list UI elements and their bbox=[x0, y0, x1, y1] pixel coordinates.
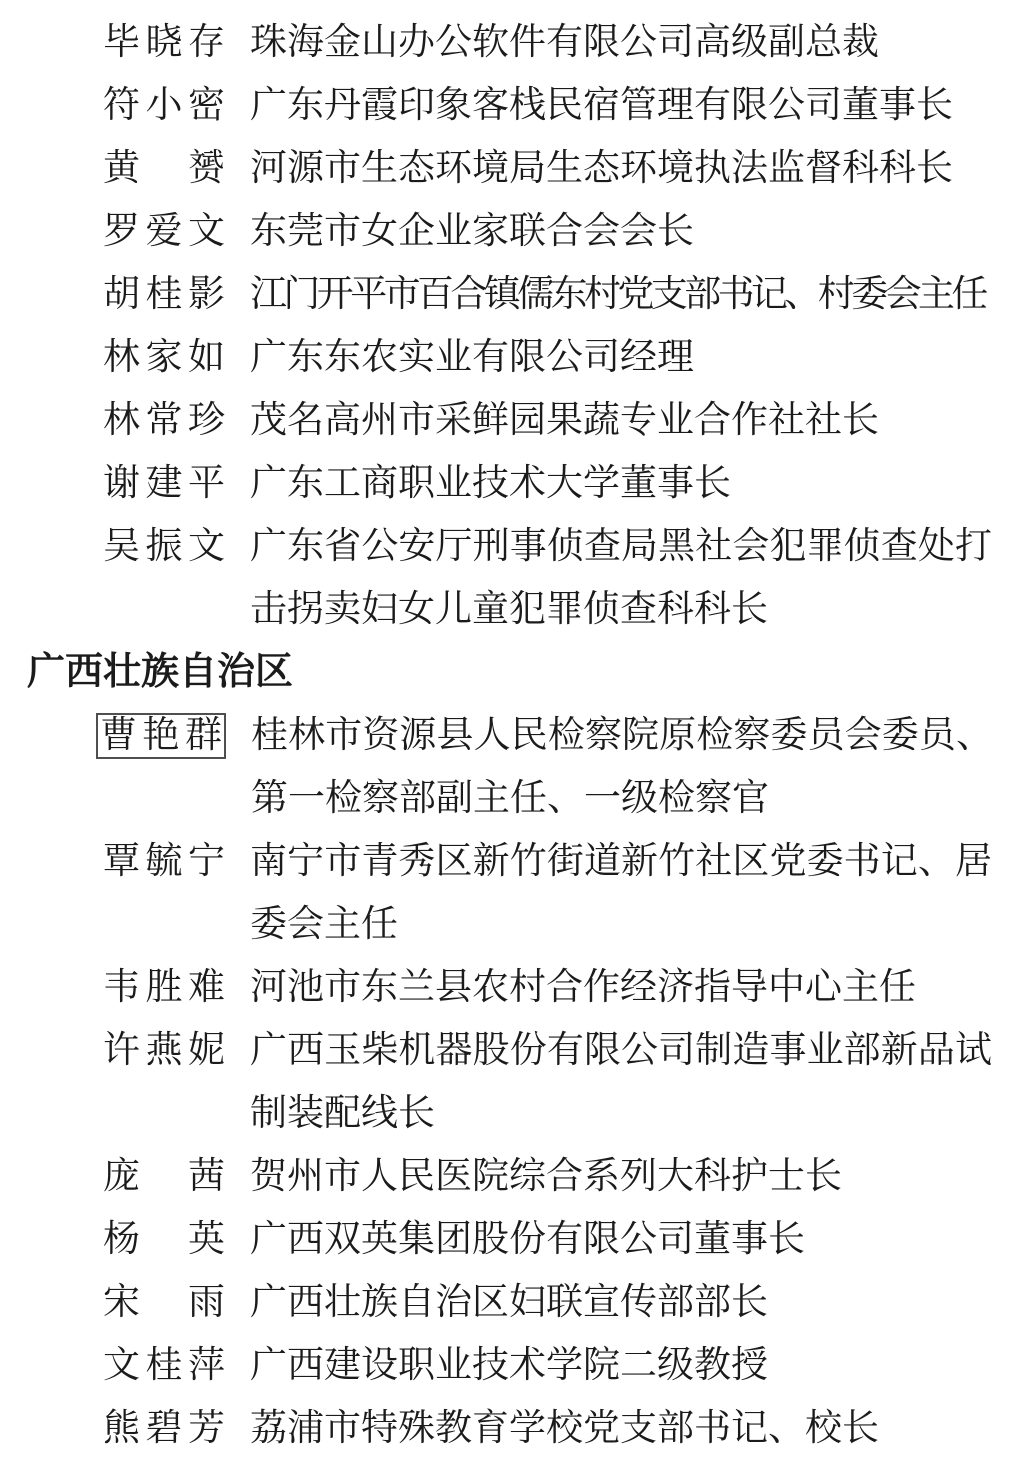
laureate-name: 熊碧芳 bbox=[103, 1408, 225, 1449]
laureate-title: 江门开平市百合镇儒东村党支部书记、村委会主任 bbox=[250, 274, 985, 315]
laureate-title: 广东东农实业有限公司经理 bbox=[250, 337, 694, 378]
laureate-name: 覃毓宁 bbox=[103, 841, 225, 882]
laureate-row bbox=[0, 389, 1025, 452]
laureate-title: 东莞市女企业家联合会会长 bbox=[250, 211, 694, 252]
laureate-row bbox=[0, 1271, 1025, 1334]
section-guangxi bbox=[0, 641, 1025, 1460]
laureate-title: 广东丹霞印象客栈民宿管理有限公司董事长 bbox=[250, 85, 953, 126]
laureate-row bbox=[0, 200, 1025, 263]
laureate-row bbox=[0, 1208, 1025, 1271]
laureate-title: 珠海金山办公软件有限公司高级副总裁 bbox=[250, 22, 879, 63]
laureate-name: 胡桂影 bbox=[103, 274, 225, 315]
laureate-title: 茂名高州市采鲜园果蔬专业合作社社长 bbox=[250, 400, 879, 441]
laureate-name: 文桂萍 bbox=[103, 1345, 225, 1386]
laureate-row bbox=[0, 263, 1025, 326]
laureate-name: 林常珍 bbox=[103, 400, 225, 441]
laureate-row bbox=[0, 956, 1025, 1019]
laureate-row bbox=[0, 515, 1025, 641]
laureate-name: 黄赟 bbox=[103, 148, 225, 189]
section-guangdong bbox=[0, 11, 1025, 641]
laureate-title: 荔浦市特殊教育学校党支部书记、校长 bbox=[250, 1408, 879, 1449]
laureate-title: 广西玉柴机器股份有限公司制造事业部新品试制装配线长 bbox=[250, 1030, 992, 1134]
laureate-name: 毕晓存 bbox=[103, 22, 225, 63]
laureate-title: 广西双英集团股份有限公司董事长 bbox=[250, 1219, 805, 1260]
laureate-row bbox=[0, 830, 1025, 956]
laureate-name: 罗爱文 bbox=[103, 211, 225, 252]
laureate-title: 广东省公安厅刑事侦查局黑社会犯罪侦查处打击拐卖妇女儿童犯罪侦查科科长 bbox=[250, 526, 992, 630]
laureate-row bbox=[0, 452, 1025, 515]
laureate-row bbox=[0, 1334, 1025, 1397]
laureate-title: 广西壮族自治区妇联宣传部部长 bbox=[250, 1282, 768, 1323]
laureate-name: 谢建平 bbox=[103, 463, 225, 504]
laureate-title: 桂林市资源县人民检察院原检察委员会委员、第一检察部副主任、一级检察官 bbox=[251, 715, 993, 819]
laureate-title: 河源市生态环境局生态环境执法监督科科长 bbox=[250, 148, 953, 189]
laureate-row bbox=[0, 74, 1025, 137]
laureate-title: 贺州市人民医院综合系列大科护士长 bbox=[250, 1156, 842, 1197]
laureate-row bbox=[0, 326, 1025, 389]
laureate-row bbox=[0, 1397, 1025, 1460]
laureate-row bbox=[0, 1145, 1025, 1208]
laureate-name: 庞茜 bbox=[103, 1156, 225, 1197]
laureate-name: 韦胜难 bbox=[103, 967, 225, 1008]
laureate-name-highlighted: 曹艳群 bbox=[96, 713, 226, 759]
laureate-title: 南宁市青秀区新竹街道新竹社区党委书记、居委会主任 bbox=[250, 841, 992, 945]
laureate-title: 广西建设职业技术学院二级教授 bbox=[250, 1345, 768, 1386]
laureate-name: 许燕妮 bbox=[103, 1030, 225, 1071]
laureate-title: 广东工商职业技术大学董事长 bbox=[250, 463, 731, 504]
laureate-row bbox=[0, 11, 1025, 74]
laureate-row bbox=[0, 137, 1025, 200]
laureate-row bbox=[0, 704, 1025, 830]
laureate-name: 符小密 bbox=[103, 85, 225, 126]
laureate-name: 吴振文 bbox=[103, 526, 225, 567]
laureate-name: 林家如 bbox=[103, 337, 225, 378]
laureate-name: 杨英 bbox=[103, 1219, 225, 1260]
laureate-row bbox=[0, 1019, 1025, 1145]
laureate-title: 河池市东兰县农村合作经济指导中心主任 bbox=[250, 967, 916, 1008]
section-header-guangxi: 广西壮族自治区 bbox=[27, 651, 294, 693]
laureate-name: 宋雨 bbox=[103, 1282, 225, 1323]
